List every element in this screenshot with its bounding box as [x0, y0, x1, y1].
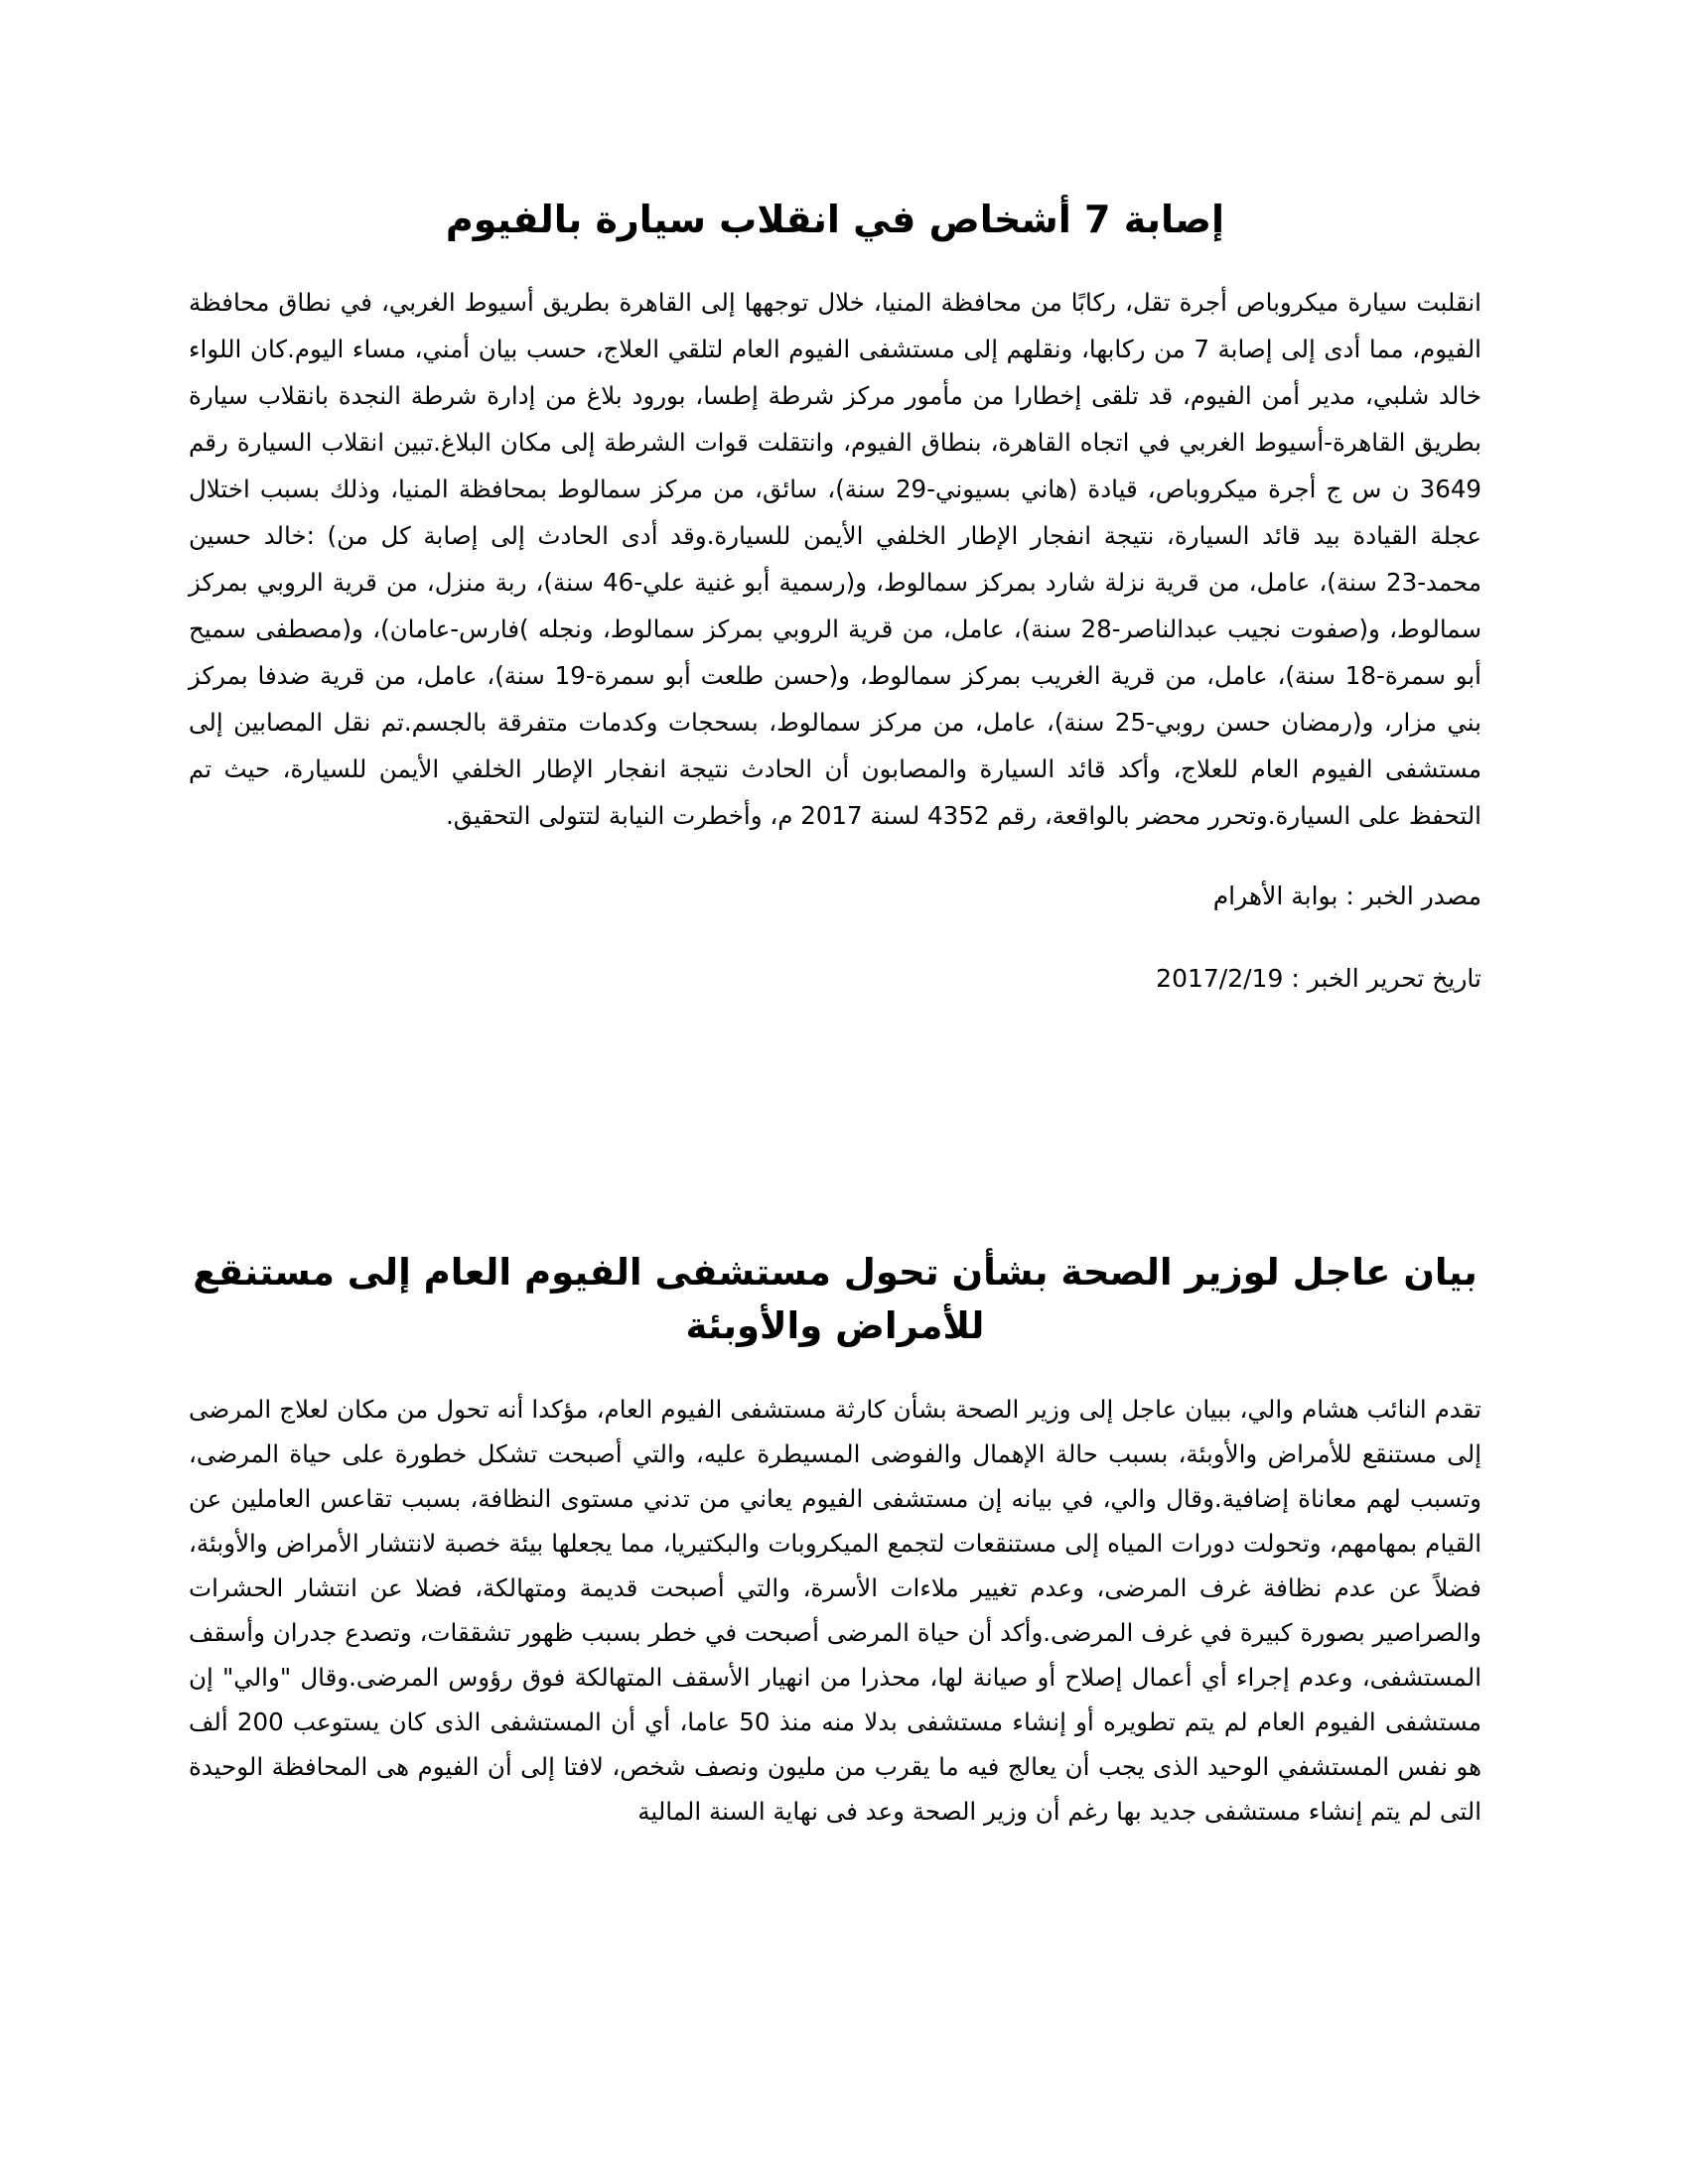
news-date-value: 2017/2/19 [1156, 964, 1284, 993]
news-article-hospital-statement [189, 1246, 1481, 1834]
news-date-line [189, 959, 1481, 999]
news-source-value: بوابة الأهرام [1212, 882, 1338, 910]
article-body: انقلبت سيارة ميكروباص أجرة تقل، ركابًا من محافظة المنيا، خلال توجهها إلى القاهرة بطريق أسيوط الغربي، في نطاق محافظة الفيوم، مما أدى إلى إصابة 7 من ركابها، ونقلهم إلى مستشفى الفيوم العام لتلقي العلاج، حسب بيان أمني، مساء اليوم.كان اللواء خالد شلبي، مدير أمن الفيوم، قد تلقى إخطارا من مأمور مركز شرطة إطسا، بورود بلاغ من إدارة شرطة النجدة بانقلاب سيارة بطريق القاهرة-أسيوط الغربي في اتجاه القاهرة، بنطاق الفيوم، وانتقلت قوات الشرطة إلى مكان البلاغ.تبين انقلاب السيارة رقم 3649 ن س ج أجرة ميكروباص، قيادة (هاني بسيوني-29 سنة)، سائق، من مركز سمالوط بمحافظة المنيا، وذلك بسبب اختلال عجلة القيادة بيد قائد السيارة، نتيجة انفجار الإطار الخلفي الأيمن للسيارة.وقد أدى الحادث إلى إصابة كل من) :خالد حسين محمد-23 سنة)، عامل، من قرية نزلة شارد بمركز سمالوط، و(رسمية أبو غنية علي-46 سنة)، ربة منزل، من قرية الروبي بمركز سمالوط، و(صفوت نجيب عبدالناصر-28 سنة)، عامل، من قرية الروبي بمركز سمالوط، ونجله )فارس-عامان)، و(مصطفى سميح أبو سمرة-18 سنة)، عامل، من قرية الغريب بمركز سمالوط، و(حسن طلعت أبو سمرة-19 سنة)، عامل، من قرية ضدفا بمركز بني مزار، و(رمضان حسن روبي-25 سنة)، عامل، من مركز سمالوط، بسحجات وكدمات متفرقة بالجسم.تم نقل المصابين إلى مستشفى الفيوم العام للعلاج، وأكد قائد السيارة والمصابون أن الحادث نتيجة انفجار الإطار الخلفي الأيمن للسيارة، حيث تم التحفظ على السيارة.وتحرر محضر بالواقعة، رقم 4352 لسنة 2017 م، وأخطرت النيابة لتتولى التحقيق. [189, 288, 1481, 830]
news-date-label: تاريخ تحرير الخبر : [1291, 964, 1481, 993]
article-headline: إصابة 7 أشخاص في انقلاب سيارة بالفيوم [445, 198, 1225, 241]
article-headline: بيان عاجل لوزير الصحة بشأن تحول مستشفى الفيوم العام إلى مستنقع للأمراض والأوبئة [193, 1251, 1477, 1347]
article-body: تقدم النائب هشام والي، ببيان عاجل إلى وزير الصحة بشأن كارثة مستشفى الفيوم العام، مؤكدا أنه تحول من مكان لعلاج المرضى إلى مستنقع للأمراض والأوبئة، بسبب حالة الإهمال والفوضى المسيطرة عليه، والتي أصبحت تشكل خطورة على حياة المرضى، وتسبب لهم معاناة إضافية.وقال والي، في بيانه إن مستشفى الفيوم يعاني من تدني مستوى النظافة، بسبب تقاعس العاملين عن القيام بمهامهم، وتحولت دورات المياه إلى مستنقعات لتجمع الميكروبات والبكتيريا، مما يجعلها بيئة خصبة لانتشار الأمراض والأوبئة، فضلاً عن عدم نظافة غرف المرضى، وعدم تغيير ملاءات الأسرة، والتي أصبحت قديمة ومتهالكة، فضلا عن انتشار الحشرات والصراصير بصورة كبيرة في غرف المرضى.وأكد أن حياة المرضى أصبحت في خطر بسبب ظهور تشققات، وتصدع جدران وأسقف المستشفى، وعدم إجراء أي أعمال إصلاح أو صيانة لها، محذرا من انهيار الأسقف المتهالكة فوق رؤوس المرضى.وقال "والي" إن مستشفى الفيوم العام لم يتم تطويره أو إنشاء مستشفى بدلا منه منذ 50 عاما، أي أن المستشفى الذى كان يستوعب 200 ألف هو نفس المستشفي الوحيد الذى يجب أن يعالج فيه ما يقرب من مليون ونصف شخص، لافتا إلى أن الفيوم هى المحافظة الوحيدة التى لم يتم إنشاء مستشفى جديد بها رغم أن وزير الصحة وعد فى نهاية السنة المالية [189, 1395, 1482, 1826]
news-article-car-accident [189, 194, 1481, 999]
news-source-line [189, 877, 1481, 916]
news-source-label: مصدر الخبر : [1345, 882, 1481, 910]
